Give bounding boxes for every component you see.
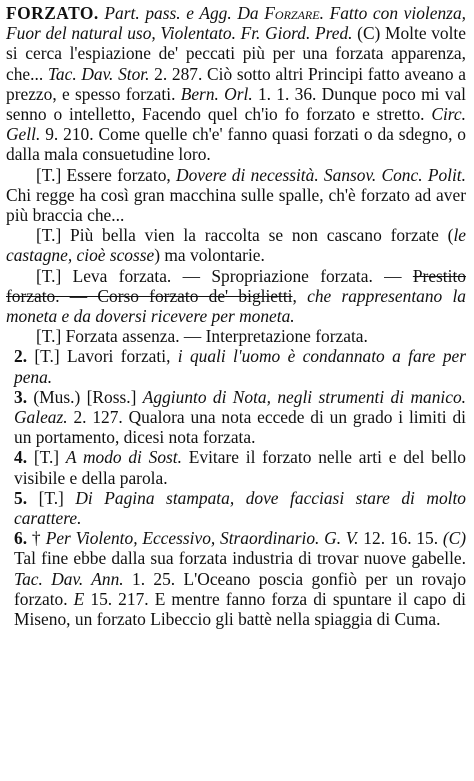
text-run: [T.] Essere forzato, <box>36 164 177 185</box>
text-run: Aggiunto di Nota, negli strumenti di manico. Galeaz. <box>14 386 466 428</box>
text-run: 4. <box>14 447 28 468</box>
text-run: 15. 217. E mentre fanno forza di spuntare il capo di Miseno, un forzato Libeccio gli battè nella spiaggia di Cuma. <box>14 588 466 630</box>
sense-paragraph <box>6 165 466 226</box>
text-run: i quali l'uomo è condannato a fare per pena. <box>14 346 467 387</box>
text-run: [T.] <box>27 487 76 508</box>
sense-paragraph <box>6 488 466 528</box>
headword: FORZATO. <box>6 3 99 23</box>
text-run: ) ma volontarie. <box>154 245 265 266</box>
entry-senses <box>6 165 466 630</box>
sense-paragraph <box>6 326 466 346</box>
text-run: 6. <box>14 528 28 549</box>
sense-paragraph <box>6 387 466 448</box>
text-run: Evitare il forzato nelle arti e del bello visibile e della parola. <box>14 447 466 488</box>
text-run: Bern. Orl. <box>180 83 253 104</box>
text-run: 3. <box>14 386 28 407</box>
text-run: 1. 25. L'Oceano poscia gonfiò per un rovajo forzato. <box>14 568 467 609</box>
text-run: Part. pass. e Agg. Da <box>104 3 265 23</box>
entry-forzato <box>6 3 466 165</box>
text-run: A modo di Sost. <box>65 447 182 468</box>
text-run: [T.] <box>27 447 66 468</box>
text-run: [T.] Più bella vien la raccolta se non cascano forzate ( <box>36 225 454 246</box>
text-run: (Mus.) [Ross.] <box>27 386 143 407</box>
text-run: 2. 287. Ciò sotto altri Principi fatto aveano a prezzo, e spesso forzati. <box>6 63 466 104</box>
text-run: Per Violento, Eccessivo, Straordinario. G. V. <box>45 528 359 549</box>
text-run: [T.] Leva forzata. — Spropriazione forzata. — <box>36 265 413 286</box>
sense-paragraph <box>6 266 466 327</box>
text-run: Tac. Dav. Stor. <box>47 63 150 84</box>
text-run: 2. 127. Qualora una nota eccede di un grado i limiti di un portamento, dicesi nota forzata. <box>14 407 466 448</box>
text-run: 5. <box>14 487 28 508</box>
sense-paragraph <box>6 528 466 629</box>
text-run: [T.] Forzata assenza. — Interpretazione forzata. <box>36 326 368 347</box>
text-run: , <box>292 285 308 306</box>
sense-paragraph <box>6 447 466 487</box>
text-run: 1. 1. 36. Dunque poco mi val senno o intelletto, Facendo quel ch'io fo forzato e stretto. <box>6 83 466 125</box>
text-run: Dovere di necessità. Sansov. Conc. Polit. <box>176 164 466 185</box>
text-run: (C) <box>442 528 466 549</box>
sense-paragraph <box>6 225 466 265</box>
text-run: † <box>27 528 46 549</box>
text-run: [T.] Lavori forzati, <box>27 346 178 367</box>
text-run: Circ. Gell. <box>6 104 466 145</box>
text-run: Tal fine ebbe dalla sua forzata industria di trovar nuove gabelle. <box>14 548 466 569</box>
text-run: E <box>73 588 85 609</box>
text-run: 12. 16. 15. <box>358 528 443 549</box>
text-run: Tac. Dav. Ann. <box>14 568 124 589</box>
text-run: Prestito forzato. — Corso forzato de' biglietti <box>6 265 466 306</box>
text-run: . Fatto con violenza, Fuor del natural uso, Violentato. Fr. Giord. Pred. <box>6 3 466 44</box>
sense-paragraph <box>6 346 466 386</box>
text-run: che rappresentano la moneta e da doversi ricevere per moneta. <box>6 285 466 327</box>
text-run: Forzare <box>264 3 320 23</box>
text-run: Chi regge ha così gran macchina sulle spalle, ch'è forzato ad aver più braccia che... <box>6 184 466 226</box>
text-run: 2. <box>14 346 28 367</box>
text-run: (C) Molte volte si cerca l'espiazione de' peccati più per una forzata apparenza, che... <box>6 23 466 84</box>
text-run: le castagne, cioè scosse <box>6 225 466 266</box>
text-run: 9. 210. Come quelle ch'e' fanno quasi forzati o da sdegno, o dalla mala consuetudine loro. <box>6 124 466 165</box>
text-run: Di Pagina stampata, dove facciasi stare di molto carattere. <box>14 487 467 529</box>
